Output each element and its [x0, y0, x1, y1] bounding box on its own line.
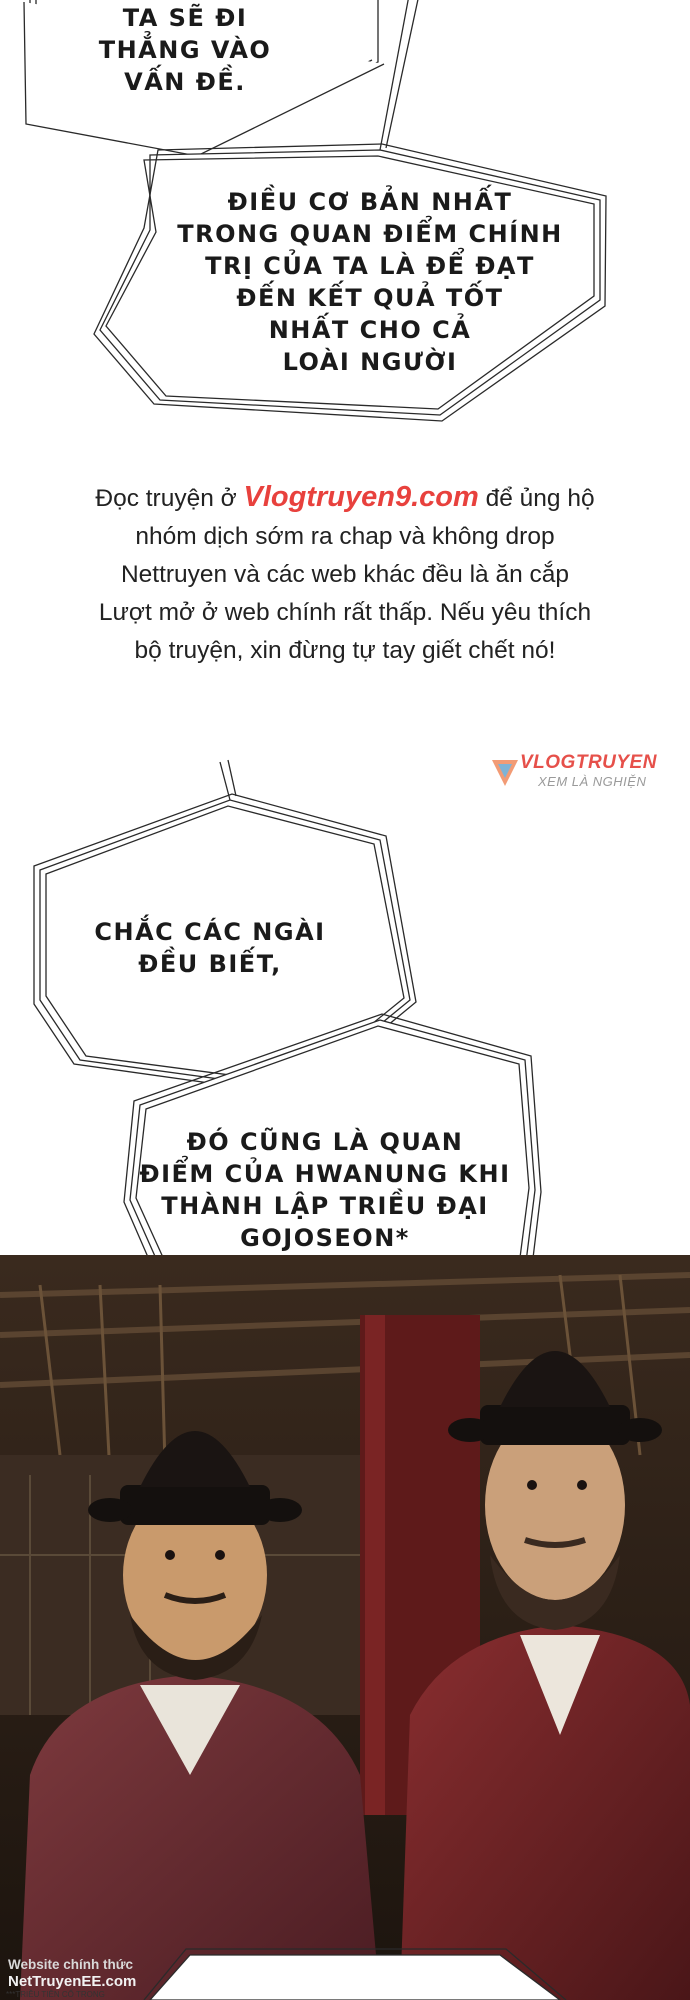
palace-scene-illustration	[0, 1255, 690, 2000]
footer-site-link[interactable]: NetTruyenEE.com	[8, 1973, 137, 1990]
speech-bubble-3-text: CHẮC CÁC NGÀI ĐỀU BIẾT,	[94, 918, 326, 978]
watermark-subtitle: XEM LÀ NGHIỆN	[538, 774, 647, 789]
speech-bubble-5-partial	[144, 1949, 566, 2000]
promo-line-5: bộ truyện, xin đừng tự tay giết chết nó!	[134, 637, 556, 664]
vlogtruyen-watermark	[490, 752, 690, 796]
promo-site-link[interactable]: Vlogtruyen9.com	[243, 481, 479, 513]
speech-bubble-2-text: ĐIỀU CƠ BẢN NHẤT TRONG QUAN ĐIỂM CHÍNH TRỊ CỦA TA LÀ ĐỂ ĐẠT ĐẾN KẾT QUẢ TỐT NHẤT CHO CẢ LOÀI NGƯỜI	[177, 188, 563, 376]
footnote: ***TRIỀU TIÊN CỔ TRONG	[6, 1990, 105, 1999]
promo-line-3: Nettruyen và các web khác đều là ăn cắp	[120, 561, 570, 588]
promo-line-1: Đọc truyện ở Vlogtruyen9.com để ủng hộ	[95, 481, 595, 513]
triangle-logo-icon	[490, 756, 520, 790]
watermark-title: VLOGTRUYEN	[520, 752, 657, 773]
promo-line-2: nhóm dịch sớm ra chap và không drop	[135, 523, 555, 550]
promo-line-4: Lượt mở ở web chính rất thấp. Nếu yêu thích	[98, 599, 592, 626]
footer-label: Website chính thức	[8, 1957, 134, 1972]
speech-bubble-1-text: TA SẼ ĐI THẲNG VÀO VẤN ĐỀ.	[98, 4, 272, 96]
promo-notice	[0, 478, 690, 670]
speech-bubble-4-text: ĐÓ CŨNG LÀ QUAN ĐIỂM CỦA HWANUNG KHI THÀNH LẬP TRIỀU ĐẠI GOJOSEON*	[139, 1128, 511, 1252]
